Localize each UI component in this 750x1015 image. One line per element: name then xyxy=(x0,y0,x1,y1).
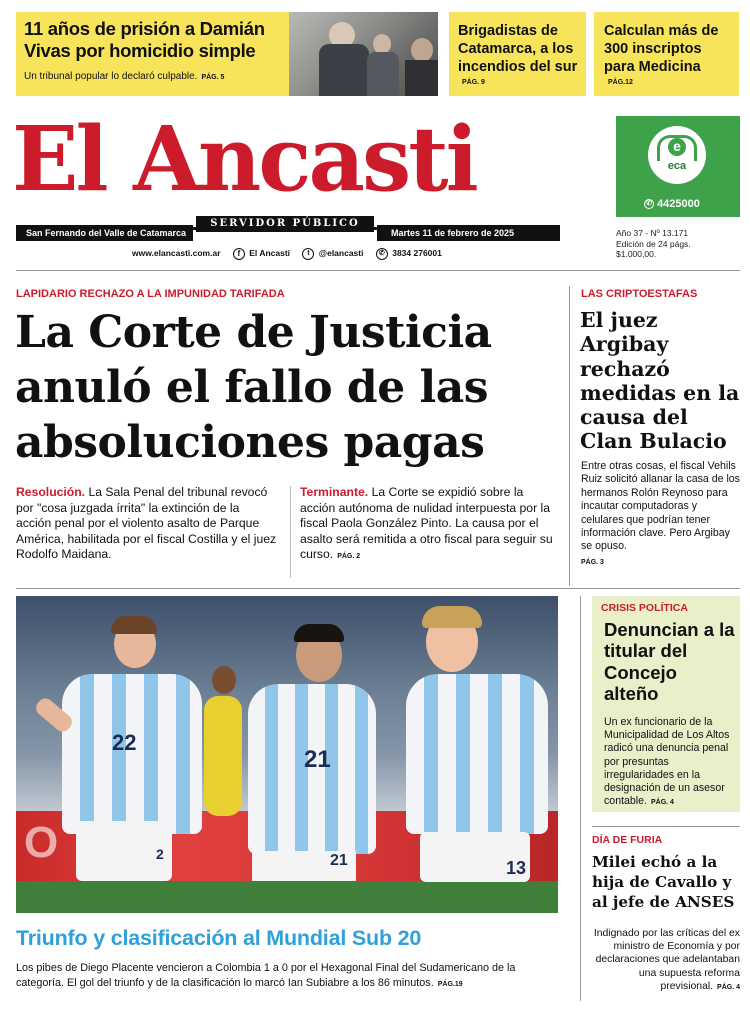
top-story-3-page: PÁG.12 xyxy=(608,79,633,86)
newspaper-logo[interactable]: El Ancasti xyxy=(12,106,476,211)
politics-headline: Denuncian a la titular del Concejo alteño xyxy=(604,619,735,704)
masthead-location-bar xyxy=(16,225,193,241)
top-story-1-summary: Un tribunal popular lo declaró culpable. xyxy=(24,71,198,82)
radio-logo-text: eca xyxy=(667,160,687,172)
column-divider xyxy=(569,286,570,586)
football-photo[interactable]: O 22 2 21 21 13 xyxy=(16,596,558,913)
social-bar xyxy=(132,246,562,260)
main-story-col2-lead: Terminante. xyxy=(300,485,369,499)
fury-headline[interactable]: Milei echó a la hija de Cavallo y al jefe de ANSES xyxy=(592,853,735,911)
politics-kicker: CRISIS POLÍTICA xyxy=(601,602,688,614)
main-story-col1-text: La Sala Penal del tribunal revocó por "cosa juzgada írrita" la extinción de la acción penal por el violento asalto de Parque América, habilitada por el fiscal Costilla y el juez Rodolfo Maidana. xyxy=(16,485,277,561)
masthead-divider xyxy=(16,270,740,271)
edition-price: $1.000,00. xyxy=(616,249,657,259)
sport-body xyxy=(16,961,558,992)
main-story-col2 xyxy=(300,485,556,565)
phone-icon: ✆ xyxy=(644,199,654,209)
top-story-1-summary-wrap xyxy=(24,71,224,82)
crypto-body-text: Entre otras cosas, el fiscal Vehils Ruiz solicitó allanar la casa de los hermanos Rolón Reynoso para incautar computadoras y celulares que podrían tener información clave. Pero Argibay se opuso. xyxy=(581,460,740,553)
jersey-number-5: 13 xyxy=(506,858,527,878)
main-story-page: PÁG. 2 xyxy=(337,553,361,560)
whatsapp-icon: ✆ xyxy=(376,248,388,260)
main-story-kicker: LAPIDARIO RECHAZO A LA IMPUNIDAD TARIFADA xyxy=(16,288,285,300)
top-story-3[interactable] xyxy=(594,12,739,96)
jersey-number-4: 21 xyxy=(330,852,348,869)
radio-box[interactable] xyxy=(616,116,740,217)
main-story-col1 xyxy=(16,485,278,563)
radio-phone: 4425000 xyxy=(657,198,700,210)
politics-fury-divider xyxy=(592,826,740,827)
edition-info xyxy=(616,228,691,260)
politics-body xyxy=(604,716,736,809)
masthead-date: Martes 11 de febrero de 2025 xyxy=(391,228,515,238)
website-link[interactable]: www.elancasti.com.ar xyxy=(132,248,221,258)
fury-kicker: DÍA DE FURIA xyxy=(592,834,663,846)
crypto-page: PÁG. 3 xyxy=(581,558,604,566)
sport-page: PÁG.19 xyxy=(437,980,463,988)
facebook-icon: f xyxy=(233,248,245,260)
crypto-kicker: LAS CRIPTOESTAFAS xyxy=(581,288,698,300)
twitter-handle[interactable]: @elancasti xyxy=(318,248,364,258)
politics-box[interactable] xyxy=(592,596,740,812)
top-story-1-title: 11 años de prisión a Damián Vivas por homicidio simple xyxy=(24,18,265,61)
masthead-tagline: SERVIDOR PÚBLICO xyxy=(210,218,360,229)
section-divider xyxy=(16,588,740,589)
politics-page: PÁG. 4 xyxy=(651,799,674,807)
top-story-1-page: PÁG. 5 xyxy=(201,74,225,81)
main-story-col1-lead: Resolución. xyxy=(16,485,86,499)
fury-page: PÁG. 4 xyxy=(717,983,740,991)
main-story-col2-text: La Corte se expidió sobre la acción autónoma de nulidad interpuesta por la fiscal Paola González Pinto. La causa por el asalto será remitida a otro fiscal para seguir su curso. xyxy=(300,485,553,561)
top-story-1[interactable] xyxy=(16,12,289,96)
column-divider-lower xyxy=(580,596,581,1001)
twitter-icon: t xyxy=(302,248,314,260)
jersey-number-3: 21 xyxy=(304,746,331,773)
top-story-1-photo xyxy=(289,12,438,96)
top-story-2[interactable] xyxy=(449,12,586,96)
sport-body-text: Los pibes de Diego Placente vencieron a Colombia 1 a 0 por el Hexagonal Final del Sudamericano de la categoría. El gol del triunfo y de la clasificación lo marcó Ian Subiabre a los 86 minutos. xyxy=(16,962,516,989)
masthead-date-bar xyxy=(377,225,560,241)
fury-body-text: Indignado por las críticas del ex ministro de Economía y por declaraciones que adelantaban una supuesta reforma previsional. xyxy=(593,928,740,992)
radio-logo: e eca xyxy=(648,126,706,184)
main-story-headline[interactable]: La Corte de Justicia anuló el fallo de las absoluciones pagas xyxy=(15,307,492,468)
fury-body xyxy=(592,927,740,994)
top-story-2-title: Brigadistas de Catamarca, a los incendios del sur xyxy=(458,23,578,75)
crypto-headline[interactable]: El juez Argibay rechazó medidas en la causa del Clan Bulacio xyxy=(580,308,740,454)
main-story-col-divider xyxy=(290,486,291,578)
edition-number: Año 37 - Nº 13.171 xyxy=(616,228,689,238)
top-story-3-title: Calculan más de 300 inscriptos para Medicina xyxy=(604,23,719,75)
crypto-body xyxy=(581,460,741,569)
sport-headline[interactable]: Triunfo y clasificación al Mundial Sub 20 xyxy=(16,926,422,950)
jersey-number-2: 2 xyxy=(156,846,164,862)
facebook-handle[interactable]: El Ancasti xyxy=(249,248,291,258)
whatsapp-number[interactable]: 3834 276001 xyxy=(392,248,442,258)
politics-body-text: Un ex funcionario de la Municipalidad de Los Altos radicó una denuncia penal por presuntas irregularidades en la designación de un asesor contable. xyxy=(604,716,730,808)
jersey-number-1: 22 xyxy=(112,730,137,755)
radio-phone-wrap xyxy=(644,198,700,210)
top-story-2-page: PÁG. 9 xyxy=(462,79,485,86)
masthead-location: San Fernando del Valle de Catamarca xyxy=(26,228,187,238)
edition-pages: Edición de 24 págs. xyxy=(616,238,691,249)
masthead-tagline-box xyxy=(196,216,374,232)
